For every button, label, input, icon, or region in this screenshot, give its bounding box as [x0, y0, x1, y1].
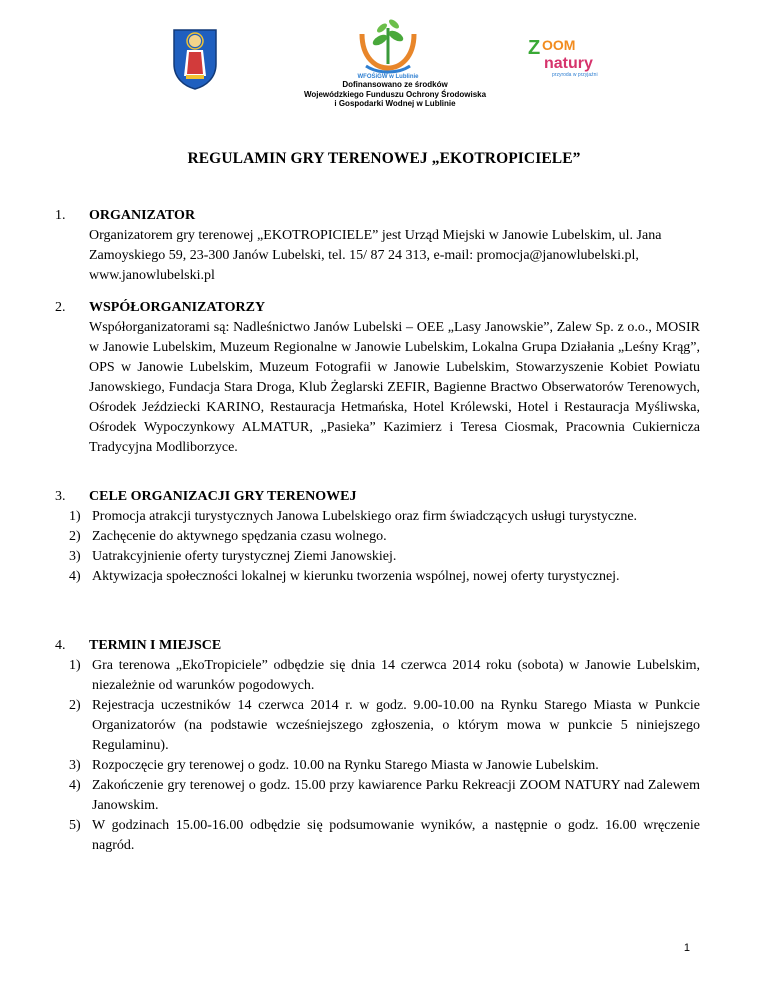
list-item	[69, 656, 700, 696]
list-item	[69, 527, 700, 547]
list-item-number: 3)	[69, 758, 81, 773]
section-list	[69, 656, 700, 856]
wfos-emblem-icon	[348, 14, 428, 80]
list-item-number: 2)	[69, 529, 81, 544]
list-item	[69, 567, 700, 587]
list-item	[69, 756, 700, 776]
wfos-line-3: i Gospodarki Wodnej w Lublinie	[334, 99, 456, 108]
list-item-number: 4)	[69, 569, 81, 584]
section-wspolorganizatorzy	[55, 298, 700, 458]
document-title: REGULAMIN GRY TERENOWEJ „EKOTROPICIELE”	[187, 150, 581, 167]
svg-text:OOM: OOM	[542, 37, 576, 53]
section-body: Organizatorem gry terenowej „EKOTROPICIELE” jest Urząd Miejski w Janowie Lubelskim, ul. Jana Zamoyskiego 59, 23-300 Janów Lubelski, tel. 15/ 87 24 313, e-mail: promocja@janowlubelski.pl, www.janowlubelski.pl	[89, 228, 662, 283]
list-item-number: 2)	[69, 698, 81, 713]
section-heading	[55, 206, 700, 226]
list-item	[69, 547, 700, 567]
section-number: 2.	[55, 300, 66, 315]
section-number: 3.	[55, 489, 66, 504]
wfos-line-1: Dofinansowano ze środków	[342, 80, 448, 89]
list-item-number: 1)	[69, 509, 81, 524]
section-termin	[55, 636, 700, 856]
wfos-logo	[280, 14, 510, 110]
list-item-text: Rejestracja uczestników 14 czerwca 2014 r. w godz. 9.00-10.00 na Rynku Starego Miasta w Punkcie Organizatorów (na podstawie wcześniejszego zgłoszenia, o którym mowa w punkcie 5 niniejszego Regulaminu).	[92, 698, 700, 753]
zoom-natury-logo	[526, 34, 612, 78]
section-list	[69, 507, 700, 587]
section-heading	[55, 298, 700, 318]
list-item-text: Zachęcenie do aktywnego spędzania czasu wolnego.	[92, 529, 387, 544]
list-item	[69, 507, 700, 527]
coat-of-arms-logo	[172, 28, 218, 90]
list-item	[69, 776, 700, 816]
section-title: TERMIN I MIEJSCE	[89, 638, 222, 653]
list-item-number: 5)	[69, 818, 81, 833]
section-number: 4.	[55, 638, 66, 653]
list-item-text: Rozpoczęcie gry terenowej o godz. 10.00 na Rynku Starego Miasta w Janowie Lubelskim.	[92, 758, 599, 773]
section-body: Współorganizatorami są: Nadleśnictwo Janów Lubelski – OEE „Lasy Janowskie”, Zalew Sp. z o.o., MOSIR w Janowie Lubelskim, Muzeum Regionalne w Janowie Lubelskim, Lokalna Grupa Działania „Leśny Krąg”, OPS w Janowie Lubelskim, Muzeum Fotografii w Janowie Lubelskim, Stowarzyszenie Kobiet Powiatu Janowskiego, Fundacja Stara Droga, Klub Żeglarski ZEFIR, Bagienne Bractwo Obserwatorów Terenowych, Ośrodek Jeździecki KARINO, Restauracja Hetmańska, Hotel Królewski, Hotel i Restauracja Myśliwska, Ośrodek Wypoczynkowy ALMATUR, „Pasieka” Kazimierz i Teresa Ciosmak, Pracownia Cukiernicza Tradycyjna Modliborzyce.	[89, 320, 700, 455]
list-item-text: Zakończenie gry terenowej o godz. 15.00 przy kawiarence Parku Rekreacji ZOOM NATURY nad Zalewem Janowskim.	[92, 778, 700, 813]
list-item-text: Uatrakcyjnienie oferty turystycznej Ziemi Janowskiej.	[92, 549, 397, 564]
section-title: ORGANIZATOR	[89, 208, 196, 223]
wfos-caption	[280, 80, 510, 109]
svg-text:natury: natury	[544, 55, 593, 72]
list-item-number: 3)	[69, 549, 81, 564]
list-item	[69, 816, 700, 856]
wfos-line-2: Wojewódzkiego Funduszu Ochrony Środowiska	[303, 89, 487, 99]
list-item-text: W godzinach 15.00-16.00 odbędzie się podsumowanie wyników, a następnie o godz. 16.00 wręczenie nagród.	[92, 818, 700, 853]
section-title: WSPÓŁORGANIZATORZY	[89, 300, 266, 315]
list-item-text: Aktywizacja społeczności lokalnej w kierunku tworzenia wspólnej, nowej oferty turystycznej.	[92, 569, 620, 584]
section-number: 1.	[55, 208, 66, 223]
svg-text:przyroda w przyjaźni: przyroda w przyjaźni	[552, 72, 598, 78]
list-item-text: Promocja atrakcji turystycznych Janowa Lubelskiego oraz firm świadczących usługi turystyczne.	[92, 509, 638, 524]
list-item-number: 1)	[69, 658, 81, 673]
page-number: 1	[683, 942, 690, 954]
section-title: CELE ORGANIZACJI GRY TERENOWEJ	[89, 489, 357, 504]
list-item-number: 4)	[69, 778, 81, 793]
section-organizator	[55, 206, 700, 286]
list-item-text: Gra terenowa „EkoTropiciele” odbędzie się dnia 14 czerwca 2014 roku (sobota) w Janowie Lubelskim, niezależnie od warunków pogodowych.	[92, 658, 700, 693]
section-heading	[55, 636, 700, 656]
list-item	[69, 696, 700, 756]
svg-text:WFOŚiGW w Lublinie: WFOŚiGW w Lublinie	[357, 74, 419, 80]
section-cele	[55, 487, 700, 587]
section-heading	[55, 487, 700, 507]
svg-text:Z: Z	[528, 37, 541, 59]
